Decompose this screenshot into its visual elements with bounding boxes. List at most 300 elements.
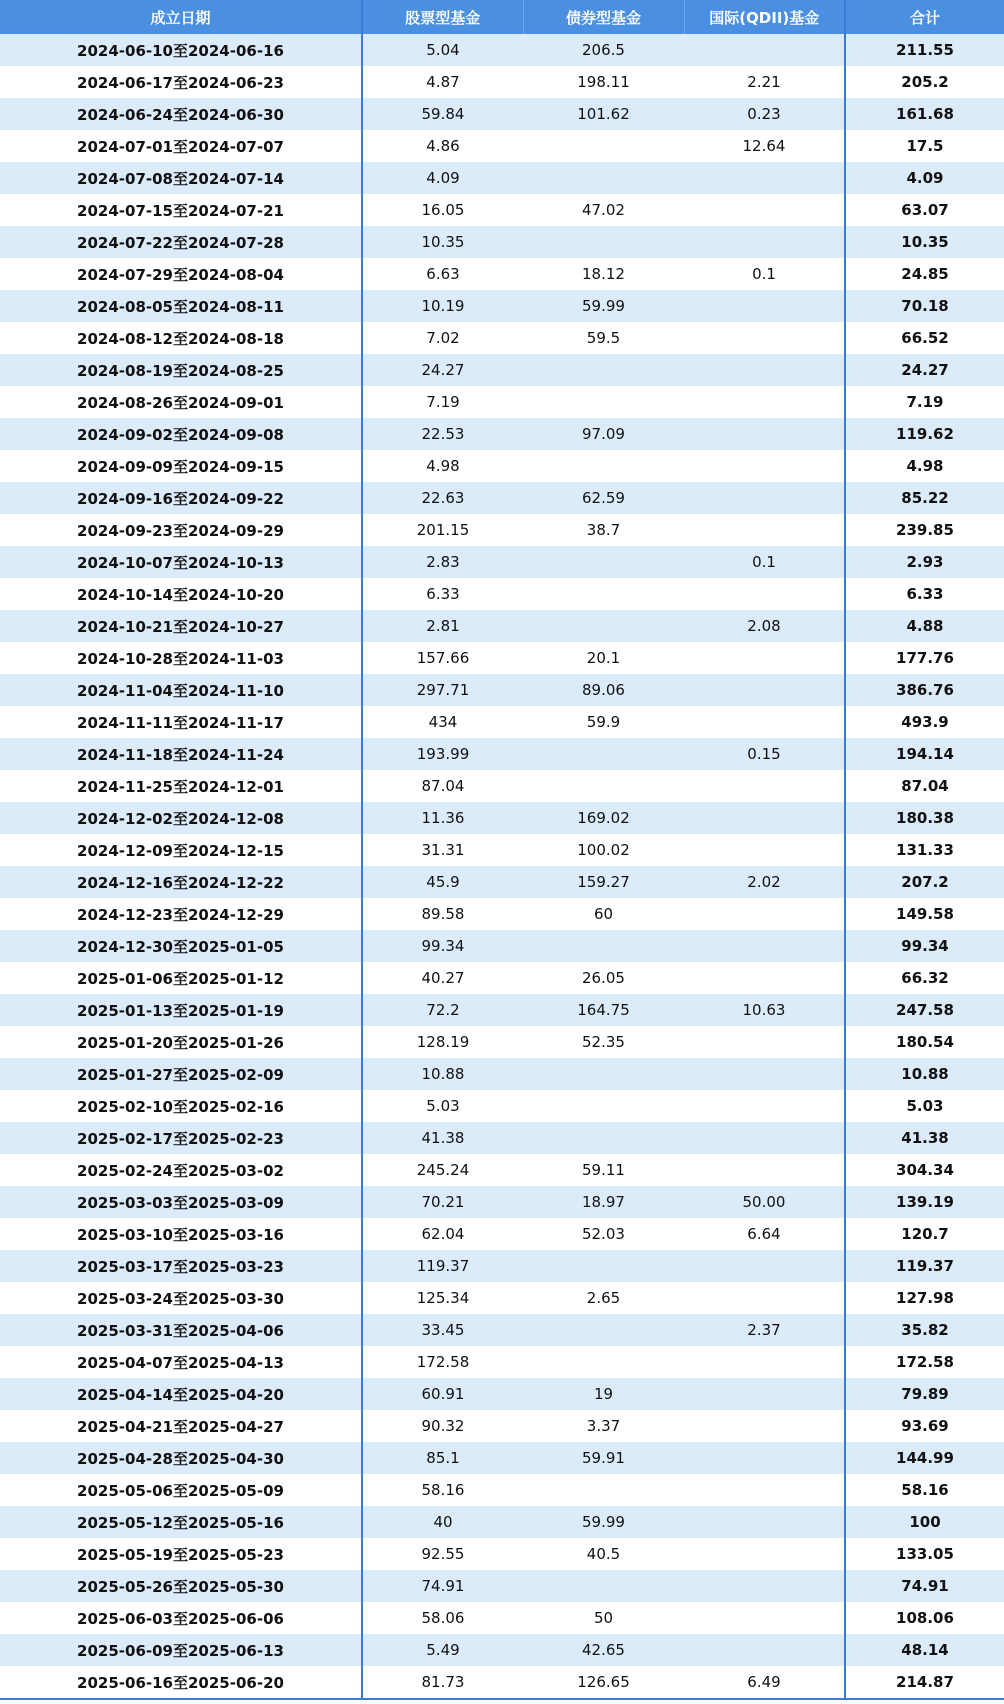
- qdii-fund-cell: [684, 1474, 845, 1506]
- header-row: [0, 0, 1004, 34]
- qdii-fund-cell: [684, 674, 845, 706]
- table-row: [0, 610, 1004, 642]
- stock-fund-cell: 4.86: [362, 130, 523, 162]
- table-row: [0, 578, 1004, 610]
- date-cell: 2025-01-20至2025-01-26: [0, 1026, 362, 1058]
- stock-fund-cell: 5.04: [362, 34, 523, 66]
- bond-fund-cell: [523, 930, 684, 962]
- bond-fund-cell: 19: [523, 1378, 684, 1410]
- stock-fund-cell: 7.02: [362, 322, 523, 354]
- stock-fund-cell: 62.04: [362, 1218, 523, 1250]
- table-row: [0, 1538, 1004, 1570]
- bond-fund-cell: [523, 226, 684, 258]
- total-cell: 239.85: [845, 514, 1004, 546]
- qdii-fund-cell: [684, 642, 845, 674]
- qdii-fund-cell: 50.00: [684, 1186, 845, 1218]
- date-cell: 2024-08-12至2024-08-18: [0, 322, 362, 354]
- qdii-fund-cell: [684, 802, 845, 834]
- date-cell: 2025-05-12至2025-05-16: [0, 1506, 362, 1538]
- total-cell: 79.89: [845, 1378, 1004, 1410]
- table-row: [0, 1378, 1004, 1410]
- bond-fund-cell: 100.02: [523, 834, 684, 866]
- date-cell: 2024-12-23至2024-12-29: [0, 898, 362, 930]
- date-cell: 2024-10-14至2024-10-20: [0, 578, 362, 610]
- total-cell: 207.2: [845, 866, 1004, 898]
- qdii-fund-cell: [684, 1570, 845, 1602]
- table-row: [0, 962, 1004, 994]
- date-cell: 2024-11-25至2024-12-01: [0, 770, 362, 802]
- qdii-fund-cell: [684, 930, 845, 962]
- date-cell: 2024-12-30至2025-01-05: [0, 930, 362, 962]
- column-header-bond-fund: 债券型基金: [523, 0, 684, 34]
- qdii-fund-cell: [684, 1154, 845, 1186]
- qdii-fund-cell: [684, 1378, 845, 1410]
- date-cell: 2024-06-24至2024-06-30: [0, 98, 362, 130]
- total-cell: 6.33: [845, 578, 1004, 610]
- qdii-fund-cell: [684, 482, 845, 514]
- bond-fund-cell: [523, 162, 684, 194]
- total-cell: 74.91: [845, 1570, 1004, 1602]
- column-header-total: 合计: [845, 0, 1004, 34]
- table-row: [0, 450, 1004, 482]
- table-row: [0, 1122, 1004, 1154]
- table-row: [0, 1474, 1004, 1506]
- total-cell: 63.07: [845, 194, 1004, 226]
- qdii-fund-cell: [684, 418, 845, 450]
- table-row: [0, 1346, 1004, 1378]
- total-cell: 214.87: [845, 1666, 1004, 1699]
- bond-fund-cell: 89.06: [523, 674, 684, 706]
- total-cell: 70.18: [845, 290, 1004, 322]
- bond-fund-cell: 159.27: [523, 866, 684, 898]
- qdii-fund-cell: [684, 578, 845, 610]
- total-cell: 119.37: [845, 1250, 1004, 1282]
- qdii-fund-cell: [684, 194, 845, 226]
- date-cell: 2025-06-09至2025-06-13: [0, 1634, 362, 1666]
- total-cell: 5.03: [845, 1090, 1004, 1122]
- total-cell: 99.34: [845, 930, 1004, 962]
- qdii-fund-cell: [684, 1122, 845, 1154]
- total-cell: 4.88: [845, 610, 1004, 642]
- total-cell: 172.58: [845, 1346, 1004, 1378]
- date-cell: 2025-03-10至2025-03-16: [0, 1218, 362, 1250]
- stock-fund-cell: 22.63: [362, 482, 523, 514]
- bond-fund-cell: [523, 738, 684, 770]
- qdii-fund-cell: [684, 1058, 845, 1090]
- total-cell: 66.32: [845, 962, 1004, 994]
- bond-fund-cell: [523, 1122, 684, 1154]
- qdii-fund-cell: [684, 514, 845, 546]
- date-cell: 2025-04-28至2025-04-30: [0, 1442, 362, 1474]
- stock-fund-cell: 89.58: [362, 898, 523, 930]
- date-cell: 2024-07-01至2024-07-07: [0, 130, 362, 162]
- stock-fund-cell: 4.98: [362, 450, 523, 482]
- stock-fund-cell: 2.81: [362, 610, 523, 642]
- date-cell: 2025-02-10至2025-02-16: [0, 1090, 362, 1122]
- qdii-fund-cell: [684, 834, 845, 866]
- bond-fund-cell: 198.11: [523, 66, 684, 98]
- stock-fund-cell: 245.24: [362, 1154, 523, 1186]
- date-cell: 2024-10-28至2024-11-03: [0, 642, 362, 674]
- qdii-fund-cell: 0.15: [684, 738, 845, 770]
- stock-fund-cell: 40: [362, 1506, 523, 1538]
- bond-fund-cell: [523, 450, 684, 482]
- qdii-fund-cell: 0.1: [684, 258, 845, 290]
- total-cell: 144.99: [845, 1442, 1004, 1474]
- stock-fund-cell: 58.16: [362, 1474, 523, 1506]
- bond-fund-cell: 38.7: [523, 514, 684, 546]
- qdii-fund-cell: [684, 1634, 845, 1666]
- bond-fund-cell: 42.65: [523, 1634, 684, 1666]
- stock-fund-cell: 6.63: [362, 258, 523, 290]
- bond-fund-cell: [523, 546, 684, 578]
- table-row: [0, 1410, 1004, 1442]
- date-cell: 2025-01-13至2025-01-19: [0, 994, 362, 1026]
- stock-fund-cell: 31.31: [362, 834, 523, 866]
- total-cell: 87.04: [845, 770, 1004, 802]
- stock-fund-cell: 70.21: [362, 1186, 523, 1218]
- table-row: [0, 1026, 1004, 1058]
- qdii-fund-cell: 6.64: [684, 1218, 845, 1250]
- table-row: [0, 1602, 1004, 1634]
- date-cell: 2025-03-17至2025-03-23: [0, 1250, 362, 1282]
- bond-fund-cell: 60: [523, 898, 684, 930]
- table-row: [0, 1634, 1004, 1666]
- date-cell: 2025-02-24至2025-03-02: [0, 1154, 362, 1186]
- table-row: [0, 770, 1004, 802]
- total-cell: 119.62: [845, 418, 1004, 450]
- stock-fund-cell: 201.15: [362, 514, 523, 546]
- qdii-fund-cell: [684, 1250, 845, 1282]
- stock-fund-cell: 16.05: [362, 194, 523, 226]
- table-row: [0, 1666, 1004, 1699]
- total-cell: 24.27: [845, 354, 1004, 386]
- bond-fund-cell: [523, 1314, 684, 1346]
- total-cell: 100: [845, 1506, 1004, 1538]
- stock-fund-cell: 5.49: [362, 1634, 523, 1666]
- table-row: [0, 34, 1004, 66]
- date-cell: 2024-08-26至2024-09-01: [0, 386, 362, 418]
- table-row: [0, 1442, 1004, 1474]
- bond-fund-cell: 164.75: [523, 994, 684, 1026]
- stock-fund-cell: 22.53: [362, 418, 523, 450]
- qdii-fund-cell: 2.21: [684, 66, 845, 98]
- column-header-stock-fund: 股票型基金: [362, 0, 523, 34]
- date-cell: 2025-01-27至2025-02-09: [0, 1058, 362, 1090]
- qdii-fund-cell: [684, 1538, 845, 1570]
- stock-fund-cell: 33.45: [362, 1314, 523, 1346]
- bond-fund-cell: 20.1: [523, 642, 684, 674]
- qdii-fund-cell: [684, 1602, 845, 1634]
- total-cell: 131.33: [845, 834, 1004, 866]
- date-cell: 2025-06-03至2025-06-06: [0, 1602, 362, 1634]
- stock-fund-cell: 128.19: [362, 1026, 523, 1058]
- date-cell: 2024-12-02至2024-12-08: [0, 802, 362, 834]
- table-row: [0, 354, 1004, 386]
- table-row: [0, 98, 1004, 130]
- date-cell: 2025-01-06至2025-01-12: [0, 962, 362, 994]
- table-row: [0, 1090, 1004, 1122]
- total-cell: 211.55: [845, 34, 1004, 66]
- total-cell: 386.76: [845, 674, 1004, 706]
- qdii-fund-cell: 0.1: [684, 546, 845, 578]
- total-cell: 139.19: [845, 1186, 1004, 1218]
- qdii-fund-cell: [684, 354, 845, 386]
- total-cell: 194.14: [845, 738, 1004, 770]
- total-cell: 24.85: [845, 258, 1004, 290]
- total-cell: 493.9: [845, 706, 1004, 738]
- bond-fund-cell: 59.5: [523, 322, 684, 354]
- total-cell: 10.35: [845, 226, 1004, 258]
- qdii-fund-cell: [684, 898, 845, 930]
- date-cell: 2025-04-14至2025-04-20: [0, 1378, 362, 1410]
- qdii-fund-cell: [684, 290, 845, 322]
- stock-fund-cell: 72.2: [362, 994, 523, 1026]
- stock-fund-cell: 87.04: [362, 770, 523, 802]
- date-cell: 2024-11-11至2024-11-17: [0, 706, 362, 738]
- table-header: [0, 0, 1004, 34]
- date-cell: 2025-03-31至2025-04-06: [0, 1314, 362, 1346]
- table-row: [0, 1570, 1004, 1602]
- total-cell: 133.05: [845, 1538, 1004, 1570]
- stock-fund-cell: 119.37: [362, 1250, 523, 1282]
- total-cell: 161.68: [845, 98, 1004, 130]
- table-row: [0, 418, 1004, 450]
- qdii-fund-cell: [684, 1346, 845, 1378]
- stock-fund-cell: 59.84: [362, 98, 523, 130]
- total-cell: 304.34: [845, 1154, 1004, 1186]
- qdii-fund-cell: [684, 386, 845, 418]
- table-row: [0, 194, 1004, 226]
- date-cell: 2025-05-06至2025-05-09: [0, 1474, 362, 1506]
- bond-fund-cell: [523, 130, 684, 162]
- bond-fund-cell: 18.12: [523, 258, 684, 290]
- total-cell: 66.52: [845, 322, 1004, 354]
- total-cell: 247.58: [845, 994, 1004, 1026]
- qdii-fund-cell: [684, 1442, 845, 1474]
- qdii-fund-cell: [684, 162, 845, 194]
- qdii-fund-cell: 2.37: [684, 1314, 845, 1346]
- total-cell: 41.38: [845, 1122, 1004, 1154]
- table-row: [0, 1250, 1004, 1282]
- date-cell: 2025-02-17至2025-02-23: [0, 1122, 362, 1154]
- column-header-qdii-fund: 国际(QDII)基金: [684, 0, 845, 34]
- qdii-fund-cell: [684, 1410, 845, 1442]
- stock-fund-cell: 6.33: [362, 578, 523, 610]
- date-cell: 2024-07-29至2024-08-04: [0, 258, 362, 290]
- bond-fund-cell: 50: [523, 1602, 684, 1634]
- stock-fund-cell: 58.06: [362, 1602, 523, 1634]
- total-cell: 177.76: [845, 642, 1004, 674]
- date-cell: 2025-06-16至2025-06-20: [0, 1666, 362, 1699]
- qdii-fund-cell: [684, 706, 845, 738]
- bond-fund-cell: 2.65: [523, 1282, 684, 1314]
- date-cell: 2025-05-19至2025-05-23: [0, 1538, 362, 1570]
- table-row: [0, 322, 1004, 354]
- date-cell: 2024-09-16至2024-09-22: [0, 482, 362, 514]
- total-cell: 10.88: [845, 1058, 1004, 1090]
- date-cell: 2024-10-07至2024-10-13: [0, 546, 362, 578]
- table-row: [0, 386, 1004, 418]
- table-row: [0, 898, 1004, 930]
- stock-fund-cell: 41.38: [362, 1122, 523, 1154]
- bond-fund-cell: 52.03: [523, 1218, 684, 1250]
- bond-fund-cell: 3.37: [523, 1410, 684, 1442]
- stock-fund-cell: 99.34: [362, 930, 523, 962]
- bond-fund-cell: [523, 1090, 684, 1122]
- table-row: [0, 1186, 1004, 1218]
- table-row: [0, 834, 1004, 866]
- date-cell: 2024-08-19至2024-08-25: [0, 354, 362, 386]
- total-cell: 205.2: [845, 66, 1004, 98]
- date-cell: 2024-12-16至2024-12-22: [0, 866, 362, 898]
- qdii-fund-cell: [684, 34, 845, 66]
- bond-fund-cell: [523, 770, 684, 802]
- qdii-fund-cell: [684, 322, 845, 354]
- qdii-fund-cell: [684, 226, 845, 258]
- stock-fund-cell: 85.1: [362, 1442, 523, 1474]
- total-cell: 17.5: [845, 130, 1004, 162]
- qdii-fund-cell: 2.02: [684, 866, 845, 898]
- table-row: [0, 866, 1004, 898]
- total-cell: 4.98: [845, 450, 1004, 482]
- date-cell: 2025-03-03至2025-03-09: [0, 1186, 362, 1218]
- stock-fund-cell: 7.19: [362, 386, 523, 418]
- stock-fund-cell: 4.09: [362, 162, 523, 194]
- table-row: [0, 930, 1004, 962]
- stock-fund-cell: 45.9: [362, 866, 523, 898]
- date-cell: 2024-06-17至2024-06-23: [0, 66, 362, 98]
- stock-fund-cell: 74.91: [362, 1570, 523, 1602]
- qdii-fund-cell: 2.08: [684, 610, 845, 642]
- table-row: [0, 802, 1004, 834]
- date-cell: 2024-10-21至2024-10-27: [0, 610, 362, 642]
- stock-fund-cell: 193.99: [362, 738, 523, 770]
- stock-fund-cell: 434: [362, 706, 523, 738]
- bond-fund-cell: 40.5: [523, 1538, 684, 1570]
- date-cell: 2024-09-02至2024-09-08: [0, 418, 362, 450]
- bond-fund-cell: 59.11: [523, 1154, 684, 1186]
- date-cell: 2025-04-21至2025-04-27: [0, 1410, 362, 1442]
- table-row: [0, 258, 1004, 290]
- table-row: [0, 994, 1004, 1026]
- stock-fund-cell: 157.66: [362, 642, 523, 674]
- date-cell: 2025-04-07至2025-04-13: [0, 1346, 362, 1378]
- date-cell: 2024-11-18至2024-11-24: [0, 738, 362, 770]
- date-cell: 2024-07-08至2024-07-14: [0, 162, 362, 194]
- bond-fund-cell: [523, 610, 684, 642]
- qdii-fund-cell: [684, 770, 845, 802]
- bond-fund-cell: [523, 1474, 684, 1506]
- date-cell: 2024-12-09至2024-12-15: [0, 834, 362, 866]
- total-cell: 108.06: [845, 1602, 1004, 1634]
- table-row: [0, 546, 1004, 578]
- table-row: [0, 674, 1004, 706]
- bond-fund-cell: 59.99: [523, 1506, 684, 1538]
- bond-fund-cell: [523, 386, 684, 418]
- total-cell: 48.14: [845, 1634, 1004, 1666]
- bond-fund-cell: [523, 1250, 684, 1282]
- table-row: [0, 226, 1004, 258]
- stock-fund-cell: 60.91: [362, 1378, 523, 1410]
- column-header-date: 成立日期: [0, 0, 362, 34]
- stock-fund-cell: 172.58: [362, 1346, 523, 1378]
- stock-fund-cell: 10.35: [362, 226, 523, 258]
- bond-fund-cell: [523, 1346, 684, 1378]
- table-row: [0, 130, 1004, 162]
- total-cell: 85.22: [845, 482, 1004, 514]
- qdii-fund-cell: [684, 962, 845, 994]
- bond-fund-cell: 26.05: [523, 962, 684, 994]
- bond-fund-cell: 206.5: [523, 34, 684, 66]
- qdii-fund-cell: [684, 1282, 845, 1314]
- table-row: [0, 1058, 1004, 1090]
- bond-fund-cell: 52.35: [523, 1026, 684, 1058]
- date-cell: 2025-05-26至2025-05-30: [0, 1570, 362, 1602]
- date-cell: 2025-03-24至2025-03-30: [0, 1282, 362, 1314]
- date-cell: 2024-07-22至2024-07-28: [0, 226, 362, 258]
- table-row: [0, 1154, 1004, 1186]
- table-row: [0, 1282, 1004, 1314]
- stock-fund-cell: 81.73: [362, 1666, 523, 1699]
- total-cell: 4.09: [845, 162, 1004, 194]
- table-row: [0, 738, 1004, 770]
- bond-fund-cell: 62.59: [523, 482, 684, 514]
- stock-fund-cell: 297.71: [362, 674, 523, 706]
- table-row: [0, 482, 1004, 514]
- qdii-fund-cell: [684, 1026, 845, 1058]
- bond-fund-cell: 101.62: [523, 98, 684, 130]
- date-cell: 2024-11-04至2024-11-10: [0, 674, 362, 706]
- bond-fund-cell: [523, 578, 684, 610]
- stock-fund-cell: 24.27: [362, 354, 523, 386]
- qdii-fund-cell: [684, 450, 845, 482]
- stock-fund-cell: 92.55: [362, 1538, 523, 1570]
- stock-fund-cell: 10.19: [362, 290, 523, 322]
- table-row: [0, 290, 1004, 322]
- bond-fund-cell: 126.65: [523, 1666, 684, 1699]
- table-row: [0, 66, 1004, 98]
- qdii-fund-cell: 0.23: [684, 98, 845, 130]
- total-cell: 93.69: [845, 1410, 1004, 1442]
- stock-fund-cell: 40.27: [362, 962, 523, 994]
- table-row: [0, 706, 1004, 738]
- bond-fund-cell: 47.02: [523, 194, 684, 226]
- date-cell: 2024-08-05至2024-08-11: [0, 290, 362, 322]
- qdii-fund-cell: [684, 1506, 845, 1538]
- stock-fund-cell: 2.83: [362, 546, 523, 578]
- total-cell: 180.38: [845, 802, 1004, 834]
- bond-fund-cell: 59.91: [523, 1442, 684, 1474]
- table-row: [0, 162, 1004, 194]
- qdii-fund-cell: 12.64: [684, 130, 845, 162]
- qdii-fund-cell: 6.49: [684, 1666, 845, 1699]
- qdii-fund-cell: [684, 1090, 845, 1122]
- date-cell: 2024-06-10至2024-06-16: [0, 34, 362, 66]
- bond-fund-cell: [523, 1058, 684, 1090]
- table-row: [0, 1218, 1004, 1250]
- table-row: [0, 642, 1004, 674]
- table-row: [0, 1314, 1004, 1346]
- table-row: [0, 514, 1004, 546]
- stock-fund-cell: 5.03: [362, 1090, 523, 1122]
- total-cell: 58.16: [845, 1474, 1004, 1506]
- date-cell: 2024-07-15至2024-07-21: [0, 194, 362, 226]
- total-cell: 7.19: [845, 386, 1004, 418]
- bond-fund-cell: 59.99: [523, 290, 684, 322]
- qdii-fund-cell: 10.63: [684, 994, 845, 1026]
- date-cell: 2024-09-09至2024-09-15: [0, 450, 362, 482]
